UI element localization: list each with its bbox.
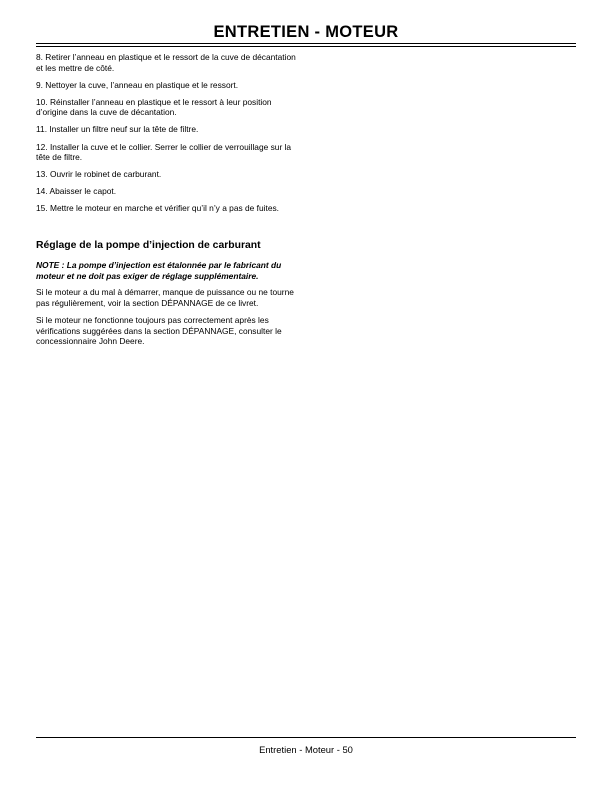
step-11: 11. Installer un filtre neuf sur la tête de filtre. (36, 124, 199, 135)
step-10: 10. Réinstaller l’anneau en plastique et le ressort à leur position d’origine dans la cuve de décantation. (36, 96, 272, 118)
step-12: 12. Installer la cuve et le collier. Serrer le collier de verrouillage sur la tête de filtre. (36, 141, 292, 163)
body-paragraph-1: Si le moteur a du mal à démarrer, manque de puissance ou ne tourne pas régulièrement, voir la section DÉPANNAGE de ce livret. (36, 287, 294, 308)
page-header (36, 22, 576, 42)
left-column (36, 52, 298, 353)
step-13: 13. Ouvrir le robinet de carburant. (36, 169, 162, 180)
note-paragraph: NOTE : La pompe d’injection est étalonnée par le fabricant du moteur et ne doit pas exiger de réglage supplémentaire. (36, 260, 282, 281)
body-paragraph-2: Si le moteur ne fonctionne toujours pas correctement après les vérifications suggérées dans la section DÉPANNAGE, consulter le concessionnaire John Deere. (36, 314, 282, 347)
footer-rule (36, 737, 576, 738)
section-heading: Réglage de la pompe d’injection de carburant (36, 240, 261, 252)
step-14: 14. Abaisser le capot. (36, 186, 117, 197)
page-footer: Entretien - Moteur - 50 (259, 744, 353, 755)
step-8: 8. Retirer l’anneau en plastique et le ressort de la cuve de décantation et les mettre de côté. (36, 52, 296, 73)
header-rule-top (36, 43, 576, 44)
step-15: 15. Mettre le moteur en marche et vérifier qu’il n’y a pas de fuites. (36, 203, 279, 214)
step-9: 9. Nettoyer la cuve, l’anneau en plastique et le ressort. (36, 79, 239, 90)
header-rule-bottom (36, 46, 576, 47)
page-title: ENTRETIEN - MOTEUR (213, 23, 399, 41)
